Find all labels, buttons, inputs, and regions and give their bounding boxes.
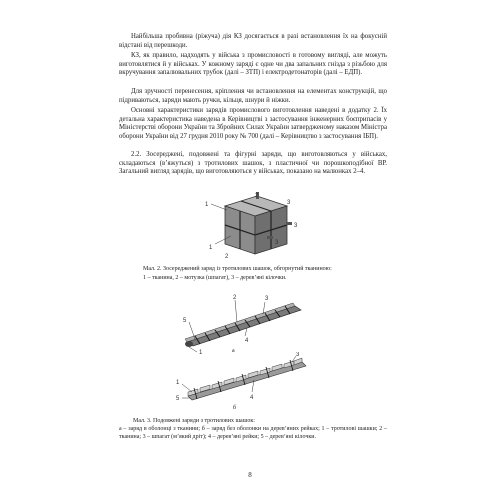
paragraph-5: 2.2. Зосереджені, подовжені та фігурні заряди, що виготовляються у військах, складаються (в’яжуться) з тротилових шашок, з пластичної чи порошкоподібної ВР. Загальний вигляд зарядів, що виготовляються у військах, показано на малюнках 2–4.: [119, 151, 387, 176]
figure-3-caption-line-2: а – заряд в оболонці з тканини; б – заряд без оболонки на дерев’яних рейках; 1 – тротилові шашки; 2 – тканина; 3 – шпагат (м’який дріт); 4 – дерев’яні рейки; 5 – дерев’яні кілочки.: [119, 426, 387, 440]
figure-2-caption-line-2: 1 – тканина, 2 – мотузка (шпагат), 3 – дерев’яні кілочки.: [143, 275, 287, 281]
figure-2-label-2: 2: [255, 193, 259, 199]
paragraph-3: Для зручності перенесення, кріплення чи встановлення на елементах конструкцій, що підриваються, заряди мають ручки, кільця, шнури й ніжки.: [119, 88, 387, 104]
page-number: 8: [248, 471, 252, 479]
figure-2-concentrated-charge: [195, 192, 305, 264]
figure-3b-sublabel: б: [233, 405, 237, 411]
figure-3b-label-1: 1: [176, 380, 180, 386]
paragraph-4: Основні характеристики зарядів промислового виготовлення наведені в додатку 2. Їх детальна характеристика наведена в Керівництві з застосування інженерних боєприпасів у Міністерстві оборони України та Збройних Силах України затвердженому наказом Міністра оборони України від 27 грудня 2010 року № 700 (далі – Керівництво з застосування ІБП).: [119, 107, 387, 140]
figure-3-caption-line-1: Мал. 3. Подовжені заряди з тротилових шашок:: [133, 418, 255, 424]
figure-3b-label-3: 3: [296, 352, 300, 358]
figure-2-label-3a: 3: [287, 200, 291, 206]
figure-2-label-3b: 3: [294, 223, 298, 229]
figure-3a-sublabel: а: [232, 348, 235, 354]
figure-2-caption-line-1: Мал. 2. Зосереджений заряд із тротилових шашок, обгорнутий тканиною:: [143, 266, 332, 272]
figure-3b-elongated-charge: [172, 352, 317, 410]
figure-3a-label-4: 4: [245, 338, 249, 344]
figure-2-label-1b: 1: [209, 245, 213, 251]
figure-3a-label-2: 2: [233, 295, 237, 301]
figure-3b-label-4: 4: [250, 395, 254, 401]
figure-2-label-1: 1: [205, 202, 209, 208]
figure-2-label-3c: 3: [275, 240, 279, 246]
figure-3a-elongated-charge: [175, 292, 310, 354]
figure-3b-label-5: 5: [176, 396, 180, 402]
figure-2-label-2b: 2: [225, 254, 229, 260]
figure-3a-label-3: 3: [265, 296, 269, 302]
figure-3a-label-1: 1: [199, 350, 203, 354]
paragraph-1: Найбільша пробивна (ріжуча) дія КЗ досягається в разі встановлення їх на фокусній відстані від перешкоди.: [119, 33, 387, 49]
paragraph-2: КЗ, як правило, надходять у війська з промисловості в готовому вигляді, але можуть виготовлятися й у військах. У кожному заряді є одне чи два запальних гнізда з різьбою для вкручування запалювальних трубок (далі – ЗТП) і електродетонаторів (далі – ЕДП).: [119, 52, 387, 77]
figure-3a-label-5: 5: [183, 318, 187, 324]
